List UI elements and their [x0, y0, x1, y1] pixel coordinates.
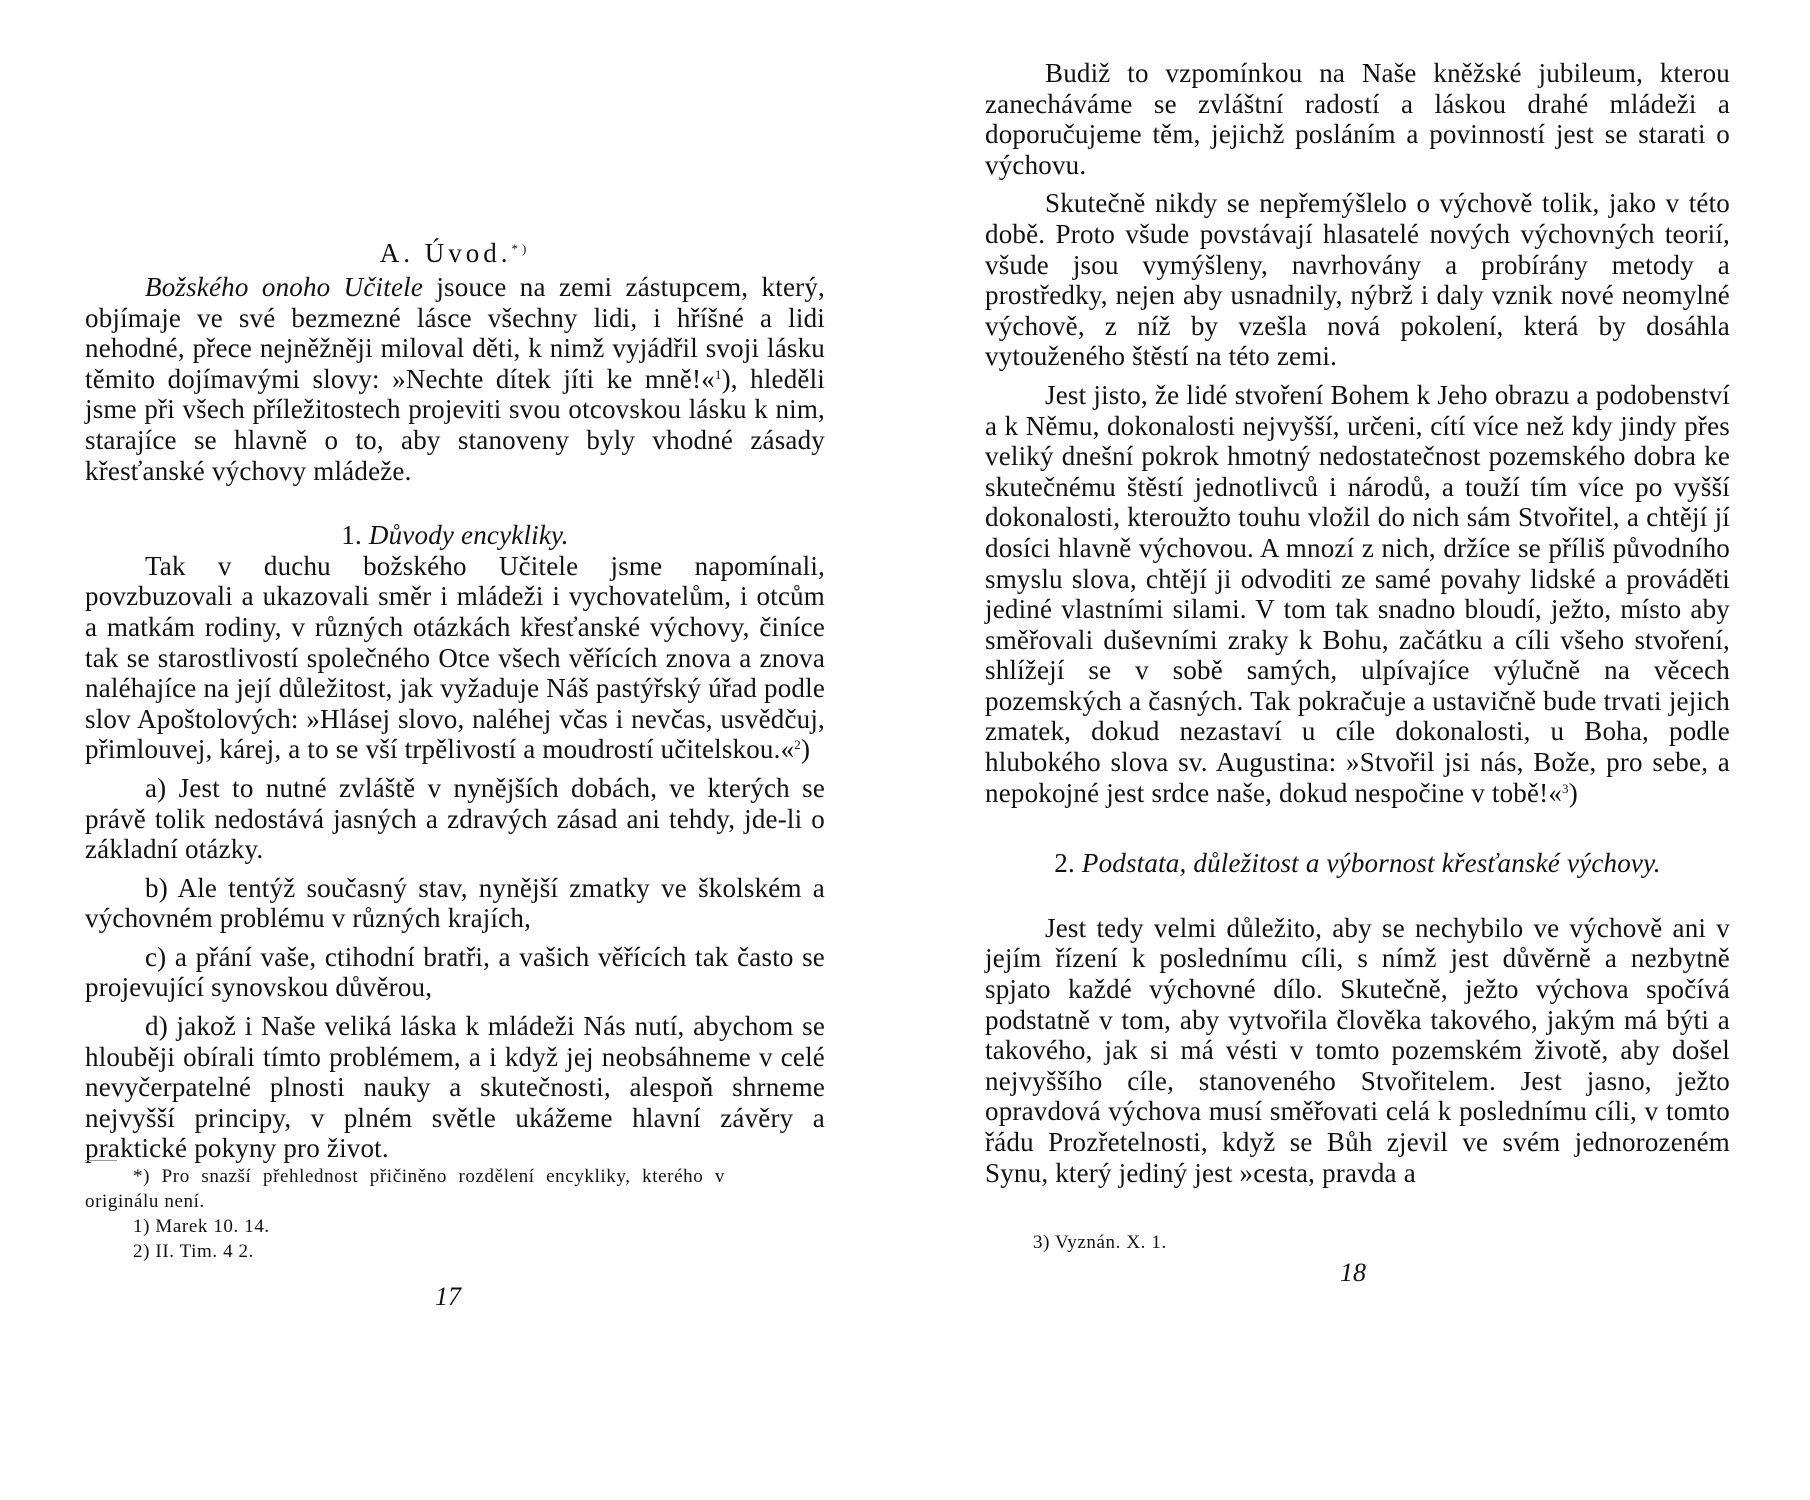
footnote-ref-1: 1 — [714, 366, 722, 382]
paragraph-jubilee: Budiž to vzpomínkou na Naše kněžské jubileum, kterou zanecháváme se zvláštní radostí a láskou drahé mládeži a doporučujeme těm, jejichž posláním a povinností jest se starati o výchovu. — [985, 58, 1730, 180]
footnote-ref-3: 3 — [1562, 780, 1569, 796]
section-1-heading — [85, 520, 825, 551]
footnote-divider — [85, 1160, 117, 1161]
page-number-left: 17 — [435, 1282, 461, 1311]
footnote-3-mark: 3) — [1033, 1232, 1051, 1253]
intro-paragraph: Božského onoho Učitele jsouce na zemi zástupcem, který, objímaje ve své bezmezné lásce všechny lidi, i hříšné a lidi nehodné, přece nejněžněji miloval děti, k nimž vyjádřil svoji lásku těmito dojímavými slovy: »Nechte dítek jíti ke mně!«$^1$), hleděli jsme při všech příležitostech projeviti svou otcovskou lásku k nim, starajíce se hlavně o to, aby stanoveny byly vhodné zásady křesťanské výchovy mládeže. — [85, 272, 825, 486]
footnote-1: 1) Marek 10. 14. — [133, 1216, 270, 1237]
left-footnotes — [85, 1164, 725, 1264]
intro-heading-text: A. Úvod. — [379, 238, 512, 268]
footnote-2: 2) II. Tim. 4 2. — [133, 1241, 254, 1262]
footnote-star-mark: *) — [133, 1166, 151, 1187]
footnote-3: 3) Vyznán. X. 1. — [1033, 1232, 1167, 1253]
section-2-number: 2. — [1054, 848, 1082, 879]
left-page — [85, 0, 825, 1500]
reason-item-a: a) Jest to nutné zvláště v nynějších dobách, ve kterých se právě tolik nedostává jasných a zdravých zásad ani tehdy, jde-li o základní otázky. — [85, 772, 825, 865]
reason-item-b: b) Ale tentýž současný stav, nynější zmatky ve školském a výchovném problému v různých krajích, — [85, 872, 825, 934]
left-main-text — [85, 272, 825, 1164]
paragraph-perfection: Jest jisto, že lidé stvoření Bohem k Jeho obrazu a podobenství a k Němu, dokonalosti nejvyšší, určeni, cítí více než kdy jindy přes veliký dnešní pokrok hmotný nedostatečnost pozemského dobra ke skutečnému štěstí jednotlivců i národů, a touží tím více po vyšší dokonalosti, kteroužto touhu vložil do nich sám Stvořitel, a chtějí jí dosíci hlavně výchovou. A mnozí z nich, držíce se příliš původního smyslu slova, chtějí ji odvoditi ze samé povahy lidské a prováděti jediné vlastními silami. V tom tak snadno bloudí, ježto, místo aby směřovali duševními zraky k Bohu, začátku a cíli všeho stvoření, shlížejí se v sobě samých, ulpívajíce výlučně na věcech pozemských a časných. Tak pokračuje a ustavičně bude trvati jejich zmatek, dokud nezastaví u cíle dokonalosti, u Boha, podle hlubokého slova sv. Augustina: »Stvořil jsi nás, Bože, pro sebe, a nepokojné jest srdce naše, dokud nespočine v tobě!«$^3$) — [985, 379, 1730, 808]
page-number-right: 18 — [1340, 1258, 1366, 1287]
reason-item-d: d) jakož i Naše veliká láska k mládeži Nás nutí, abychom se hlouběji obírali tímto problémem, a i když jej neobsáhneme v celé nevyčerpatelné plnosti nauky a skutečnosti, alespoň shrneme nejvyšší principy, v plném světle ukážeme hlavní závěry a praktické pokyny pro život. — [85, 1011, 825, 1164]
right-page — [985, 0, 1730, 1500]
footnote-1-mark: 1) — [133, 1216, 151, 1237]
section-2-heading — [985, 848, 1730, 879]
paragraph-reasons: Tak v duchu božského Učitele jsme napomínali, povzbuzovali a ukazovali směr i mládeži i vychovatelům, i otcům a matkám rodiny, v různých otázkách křesťanské výchovy, činíce tak se starostlivostí společného Otce všech věřících znova a znova naléhajíce na její důležitost, jak vyžaduje Náš pastýřský úřad podle slov Apoštolových: »Hlásej slovo, naléhej včas i nevčas, usvědčuj, přimlouvej, kárej, a to se vší trpělivostí a moudrostí učitelskou.«$^2$) — [85, 550, 825, 765]
paragraph-essence: Jest tedy velmi důležito, aby se nechybilo ve výchově ani v jejím řízení k poslednímu cíli, s nímž jest důvěrně a nezbytně spjato každé výchovné dílo. Skutečně, ježto výchova spočívá podstatně v tom, aby vytvořila člověka takového, jakým má býti a takového, jak si má vésti v tomto pozemském životě, aby došel nejvyššího cíle, stanoveného Stvořitelem. Jest jasno, ježto opravdová výchova musí směřovati celá k poslednímu cíli, v tomto řádu Prozřetelnosti, když se Bůh zjevil ve svém jednorozeném Synu, který jediný jest »cesta, pravda a — [985, 912, 1730, 1188]
section-2-title: Podstata, důležitost a výbornost křesťanské výchovy. — [1081, 848, 1661, 879]
footnote-ref-2: 2 — [794, 737, 801, 753]
right-main-text — [985, 58, 1730, 1188]
reason-item-c: c) a přání vaše, ctihodní bratři, a vašich věřících tak často se projevující synovskou důvěrou, — [85, 941, 825, 1003]
footnote-star: *) Pro snazší přehlednost přičiněno rozdělení encykliky, kterého v originálu není. — [85, 1166, 725, 1212]
intro-italic-phrase: Božského onoho Učitele — [145, 272, 424, 302]
paragraph-education-today: Skutečně nikdy se nepřemýšlelo o výchově tolik, jako v této době. Proto všude povstávají hlasatelé nových výchovných teorií, všude jsou vymýšleny, navrhovány a probírány metody a prostředky, nejen aby usnadnily, nýbrž i daly vznik nové neomylné výchově, z níž by vzešla nová pokolení, která by dosáhla vytouženého štěstí na této zemi. — [985, 188, 1730, 372]
intro-heading — [85, 238, 825, 269]
heading-footnote-mark: *) — [511, 241, 531, 256]
section-1-number: 1. — [341, 520, 369, 551]
footnote-2-mark: 2) — [133, 1241, 151, 1262]
section-1-title: Důvody encykliky. — [368, 520, 569, 551]
